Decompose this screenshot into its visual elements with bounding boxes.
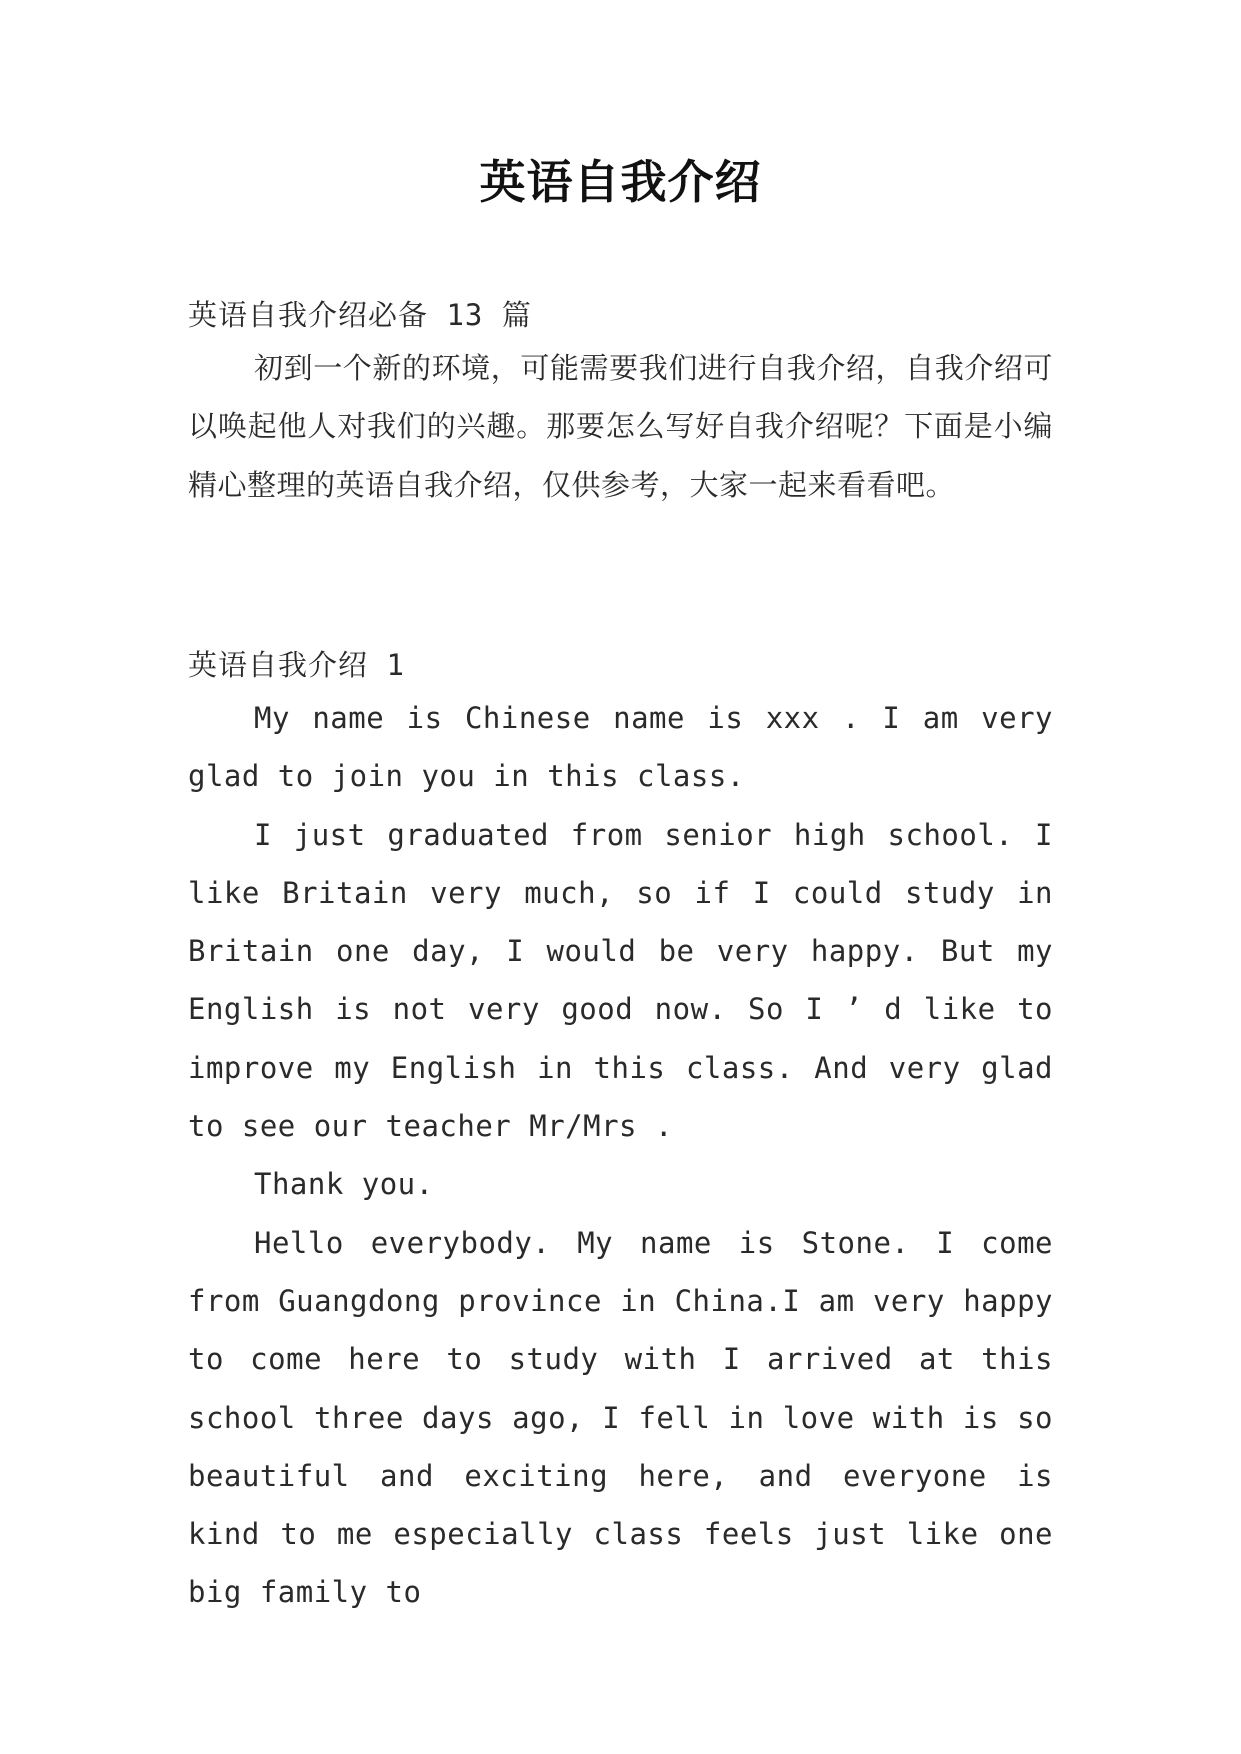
intro-text: 初到一个新的环境，可能需要我们进行自我介绍，自我介绍可以唤起他人对我们的兴趣。那要怎么写好自我介绍呢？下面是小编精心整理的英语自我介绍，仅供参考，大家一起来看看吧。 <box>188 351 1053 502</box>
section-1-paragraph-3: Thank you. <box>254 1167 434 1202</box>
section-1-heading: 英语自我介绍 1 <box>188 648 405 682</box>
section-1-paragraph-1: My name is Chinese name is xxx . I am very glad to join you in this class. <box>188 701 1053 794</box>
section-1-paragraph-4: Hello everybody. My name is Stone. I come from Guangdong province in China.I am very happy to come here to study with I arrived at this school three days ago, I fell in love with is so beautiful and exciting here, and everyone is kind to me especially class feels just like one big family to <box>188 1225 1053 1610</box>
intro-paragraph <box>188 339 1053 514</box>
document-title: 英语自我介绍 <box>479 155 762 209</box>
section-1-paragraph-2: I just graduated from senior high school. I like Britain very much, so if I could study in Britain one day, I would be very happy. But my English is not very good now. So I ’ d like to improve my English in this class. And very glad to see our teacher Mr/Mrs . <box>188 817 1053 1144</box>
document-heading: 英语自我介绍必备 13 篇 <box>188 298 532 332</box>
section-1-body <box>188 689 1053 1622</box>
